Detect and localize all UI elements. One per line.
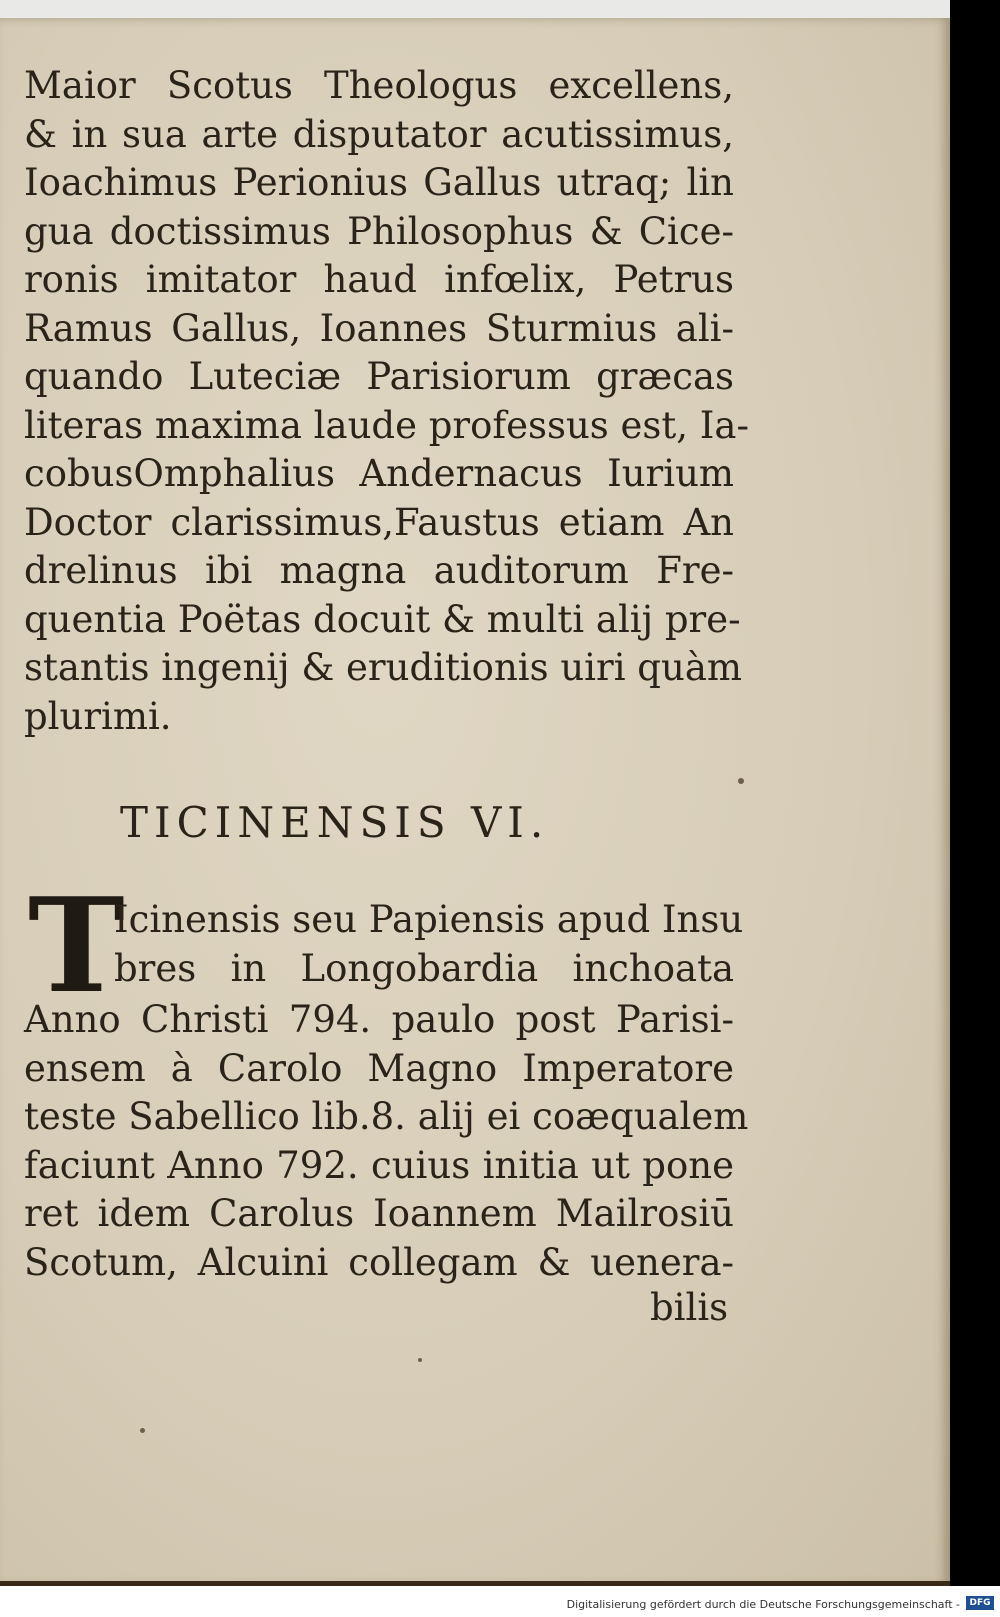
text-line: stantis ingenij & eruditionis uiri quàm	[24, 646, 742, 689]
text-line: ensem à Carolo Magno Imperatore	[24, 1046, 734, 1090]
text-line: ret idem Carolus Ioannem Mailrosiū	[24, 1192, 734, 1235]
paper-speck	[738, 778, 744, 784]
book-page	[0, 18, 950, 1586]
text-line: Icinensis seu Papiensis apud Insu	[114, 898, 744, 941]
dfg-logo: DFG	[966, 1596, 994, 1610]
text-line: drelinus ibi magna auditorum Fre-	[24, 549, 734, 592]
text-line: literas maxima laude professus est, Ia-	[24, 403, 749, 447]
text-line: quando Luteciæ Parisiorum græcas	[24, 355, 734, 398]
scan-top-strip	[0, 0, 1000, 18]
text-line: Scotum, Alcuini collegam & uenera-	[24, 1240, 734, 1284]
paragraph-2-opening	[24, 896, 744, 993]
text-line: Maior Scotus Theologus excellens,	[24, 64, 734, 107]
drop-cap: T	[28, 869, 125, 1022]
text-line: Anno Christi 794. paulo post Parisi-	[24, 998, 734, 1041]
text-line: Ramus Gallus, Ioannes Sturmius ali-	[24, 306, 734, 350]
catchword: bilis	[650, 1286, 729, 1329]
text-line: teste Sabellico lib.8. alij ei coæqualem	[24, 1095, 749, 1138]
text-line: faciunt Anno 792. cuius initia ut pone	[24, 1143, 734, 1187]
digitization-credit: Digitalisierung gefördert durch die Deutsche Forschungsgemeinschaft -	[566, 1598, 960, 1611]
paper-speck	[418, 1358, 422, 1362]
text-line: quentia Poëtas docuit & multi alij pre-	[24, 597, 741, 641]
paragraph-2-body	[24, 996, 749, 1287]
paper-speck	[140, 1428, 145, 1433]
scan-right-border	[950, 0, 1000, 1617]
text-line: plurimi.	[24, 694, 172, 738]
text-line: bres in Longobardia inchoata	[114, 946, 734, 990]
section-heading: TICINENSIS VI.	[120, 798, 550, 847]
text-line: & in sua arte disputator acutissimus,	[24, 112, 734, 156]
text-line: gua doctissimus Philosophus & Cice-	[24, 209, 734, 253]
text-line: cobusOmphalius Andernacus Iurium	[24, 452, 734, 495]
text-line: Doctor clarissimus,Faustus etiam An	[24, 500, 734, 544]
paragraph-1	[24, 62, 749, 741]
text-line: ronis imitator haud infœlix, Petrus	[24, 258, 734, 301]
text-line: Ioachimus Perionius Gallus utraq; lin	[24, 161, 734, 204]
